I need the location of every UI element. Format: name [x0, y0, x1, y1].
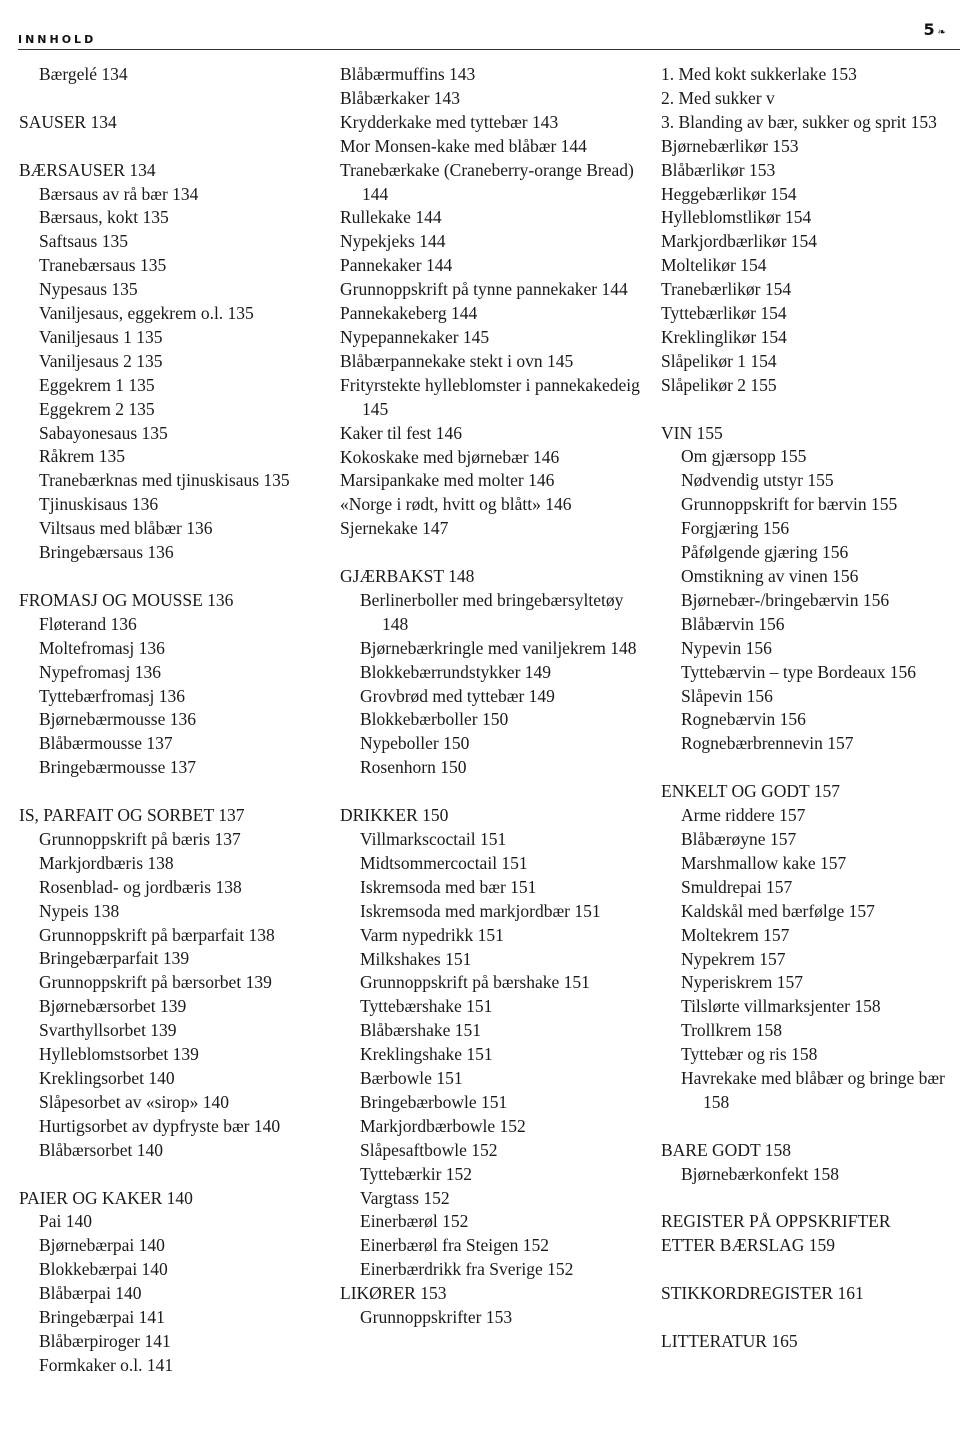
toc-entry: Pai 140 [39, 1211, 92, 1232]
toc-entry: Bjørnebærmousse 136 [39, 709, 197, 730]
toc-entry: Tranebærknas med tjinuskisaus 135 [39, 470, 290, 491]
toc-heading: SAUSER 134 [19, 111, 117, 132]
toc-entry: Iskremsoda med bær 151 [360, 876, 537, 897]
toc-entry: Rosenblad- og jordbæris 138 [39, 876, 242, 897]
toc-entry: Iskremsoda med markjordbær 151 [360, 900, 601, 921]
toc-entry: Viltsaus med blåbær 136 [39, 518, 213, 539]
toc-entry: Blokkebærpai 140 [39, 1259, 168, 1280]
toc-entry: Nypefromasj 136 [39, 661, 161, 682]
toc-entry: Slåpesaftbowle 152 [360, 1139, 498, 1160]
toc-heading: PAIER OG KAKER 140 [19, 1187, 193, 1208]
toc-entry: Villmarkscoctail 151 [360, 828, 507, 849]
toc-entry: Slåpesorbet av «sirop» 140 [39, 1091, 230, 1112]
toc-entry: Bjørnebærpai 140 [39, 1235, 165, 1256]
toc-entry: Hurtigsorbet av dypfryste bær 140 [39, 1115, 281, 1136]
toc-entry: Kreklingshake 151 [360, 1044, 493, 1065]
toc-entry: Grunnoppskrift på bærshake 151 [360, 972, 590, 993]
toc-entry: Påfølgende gjæring 156 [681, 542, 849, 563]
toc-entry: Bjørnebær-/bringebærvin 156 [681, 589, 890, 610]
toc-entry: Tranebærlikør 154 [661, 279, 792, 300]
toc-entry: Einerbærøl 152 [360, 1211, 469, 1232]
toc-heading: BÆRSAUSER 134 [19, 159, 156, 180]
toc-section [661, 780, 960, 1115]
toc-entry: Berlinerboller med bringebærsyltetøy 148 [360, 589, 624, 634]
toc-entry: Slåpelikør 1 154 [661, 350, 777, 371]
toc-entry: Nypeis 138 [39, 900, 120, 921]
toc-section [661, 1139, 960, 1187]
toc-entry: Slåpevin 156 [681, 685, 773, 706]
toc-entry: Bringebærmousse 137 [39, 757, 197, 778]
section-label: INNHOLD [18, 33, 97, 46]
toc-heading: DRIKKER 150 [340, 805, 449, 826]
toc-entry: Tyttebærfromasj 136 [39, 685, 186, 706]
toc-entry: Rognebærvin 156 [681, 709, 806, 730]
toc-entry: Marshmallow kake 157 [681, 852, 847, 873]
toc-entry: Grunnoppskrift på tynne pannekaker 144 [340, 279, 628, 300]
toc-entry: Saftsaus 135 [39, 231, 128, 252]
toc-entry: Vaniljesaus 2 135 [39, 350, 163, 371]
toc-section [19, 804, 319, 1163]
toc-entry: Tyttebærvin – type Bordeaux 156 [681, 661, 916, 682]
toc-entry: Moltelikør 154 [661, 255, 767, 276]
toc-section [19, 111, 319, 135]
toc-entry: Eggekrem 1 135 [39, 374, 155, 395]
toc-section [661, 1282, 960, 1306]
toc-section [340, 1282, 640, 1330]
toc-entry: Grunnoppskrift for bærvin 155 [681, 494, 898, 515]
toc-entry: Blåbærpannekake stekt i ovn 145 [340, 350, 574, 371]
toc-entry: Blåbærøyne 157 [681, 828, 797, 849]
toc-entry: Tilslørte villmarksjenter 158 [681, 996, 881, 1017]
toc-entry: Blokkebærrundstykker 149 [360, 661, 552, 682]
toc-entry: Råkrem 135 [39, 446, 126, 467]
toc-entry: Bjørnebærkonfekt 158 [681, 1163, 839, 1184]
toc-section [19, 1187, 319, 1378]
toc-heading: VIN 155 [661, 422, 723, 443]
toc-section [340, 63, 640, 541]
toc-entry: Nyperiskrem 157 [681, 972, 803, 993]
toc-entry: 2. Med sukker v [661, 87, 775, 108]
toc-entry: Fløterand 136 [39, 613, 137, 634]
toc-heading: REGISTER PÅ OPPSKRIFTER ETTER BÆRSLAG 159 [661, 1211, 891, 1256]
toc-entry: Kreklinglikør 154 [661, 326, 787, 347]
page-number: 5 ❧ [923, 20, 946, 39]
toc-entry: Blåbærpiroger 141 [39, 1330, 171, 1351]
toc-entry: Nypevin 156 [681, 637, 772, 658]
toc-entry: Forgjæring 156 [681, 518, 790, 539]
toc-entry: Bringebærparfait 139 [39, 948, 190, 969]
toc-section [661, 1210, 960, 1258]
toc-entry: Tranebærkake (Craneberry-orange Bread) 144 [340, 159, 634, 204]
toc-entry: Tyttebærlikør 154 [661, 303, 787, 324]
toc-entry: Svarthyllsorbet 139 [39, 1020, 177, 1041]
toc-entry: Om gjærsopp 155 [681, 446, 807, 467]
toc-entry: Eggekrem 2 135 [39, 398, 155, 419]
toc-entry: Grunnoppskrifter 153 [360, 1307, 513, 1328]
toc-entry: Markjordbærlikør 154 [661, 231, 818, 252]
toc-entry: Blåbærmousse 137 [39, 733, 173, 754]
toc-entry: Hylleblomstlikør 154 [661, 207, 812, 228]
toc-entry: Rognebærbrennevin 157 [681, 733, 854, 754]
toc-section [340, 804, 640, 1282]
toc-entry: Bærsaus av rå bær 134 [39, 183, 199, 204]
toc-entry: Bringebærpai 141 [39, 1307, 165, 1328]
toc-entry: Blåbærkaker 143 [340, 87, 461, 108]
toc-heading: LIKØRER 153 [340, 1283, 447, 1304]
toc-entry: Grunnoppskrift på bærparfait 138 [39, 924, 275, 945]
toc-entry: 1. Med kokt sukkerlake 153 [661, 64, 857, 84]
toc-entry: Blåbærshake 151 [360, 1020, 482, 1041]
toc-entry: Blåbærlikør 153 [661, 159, 776, 180]
toc-entry: Blåbærsorbet 140 [39, 1139, 163, 1160]
toc-entry: «Norge i rødt, hvitt og blått» 146 [340, 494, 572, 515]
toc-entry: Formkaker o.l. 141 [39, 1354, 174, 1375]
toc-entry: Pannekaker 144 [340, 255, 453, 276]
toc-section [661, 422, 960, 757]
toc-entry: Grunnoppskrift på bæris 137 [39, 828, 241, 849]
toc-entry: Blåbærvin 156 [681, 613, 785, 634]
toc-section [19, 159, 319, 565]
toc-entry: Kokoskake med bjørnebær 146 [340, 446, 560, 467]
toc-entry: Trollkrem 158 [681, 1020, 782, 1041]
toc-entry: Nypesaus 135 [39, 279, 138, 300]
toc-entry: Tyttebærshake 151 [360, 996, 493, 1017]
toc-entry: Omstikning av vinen 156 [681, 566, 859, 587]
toc-entry: Einerbærøl fra Steigen 152 [360, 1235, 550, 1256]
toc-entry: Bærsaus, kokt 135 [39, 207, 169, 228]
toc-entry: Bjørnebærkringle med vaniljekrem 148 [360, 637, 637, 658]
toc-entry: Tranebærsaus 135 [39, 255, 167, 276]
toc-entry: Markjordbæris 138 [39, 852, 174, 873]
toc-entry: Midtsommercoctail 151 [360, 852, 528, 873]
toc-entry: Kaker til fest 146 [340, 422, 462, 443]
toc-entry: Pannekakeberg 144 [340, 303, 478, 324]
toc-entry: Hylleblomstsorbet 139 [39, 1044, 199, 1065]
toc-entry: Bringebærsaus 136 [39, 542, 174, 563]
toc-entry: Bringebærbowle 151 [360, 1091, 508, 1112]
toc-entry: Einerbærdrikk fra Sverige 152 [360, 1259, 574, 1280]
toc-entry: Vaniljesaus, eggekrem o.l. 135 [39, 303, 254, 324]
toc-entry: Arme riddere 157 [681, 805, 806, 826]
toc-entry: Moltefromasj 136 [39, 637, 165, 658]
toc-section [661, 63, 960, 398]
toc-entry: Bjørnebærsorbet 139 [39, 996, 187, 1017]
toc-entry: Nypepannekaker 145 [340, 326, 490, 347]
toc-heading: IS, PARFAIT OG SORBET 137 [19, 805, 245, 826]
toc-entry: Rullekake 144 [340, 207, 442, 228]
toc-entry: Nypeboller 150 [360, 733, 470, 754]
toc-entry: Blåbærmuffins 143 [340, 64, 476, 84]
toc-section [661, 1330, 960, 1354]
toc-heading: BARE GODT 158 [661, 1139, 791, 1160]
toc-entry: Krydderkake med tyttebær 143 [340, 111, 559, 132]
toc-entry: Milkshakes 151 [360, 948, 472, 969]
toc-entry: Nypekrem 157 [681, 948, 786, 969]
toc-entry: Sabayonesaus 135 [39, 422, 168, 443]
toc-entry: Varm nypedrikk 151 [360, 924, 504, 945]
toc-entry: Vaniljesaus 1 135 [39, 326, 163, 347]
toc-column-3 [661, 63, 960, 1354]
ornament-icon: ❧ [937, 27, 946, 38]
toc-entry: Kreklingsorbet 140 [39, 1068, 175, 1088]
toc-entry: Bjørnebærlikør 153 [661, 135, 799, 156]
toc-heading: LITTERATUR 165 [661, 1330, 798, 1351]
toc-column-2 [340, 63, 640, 1330]
toc-entry: Nypekjeks 144 [340, 231, 446, 252]
toc-heading: STIKKORDREGISTER 161 [661, 1283, 864, 1304]
toc-entry: Tyttebær og ris 158 [681, 1044, 818, 1065]
toc-entry: Smuldrepai 157 [681, 876, 793, 897]
toc-entry: Slåpelikør 2 155 [661, 374, 777, 395]
toc-entry: Rosenhorn 150 [360, 757, 467, 778]
toc-entry: Grovbrød med tyttebær 149 [360, 685, 555, 706]
toc-entry: Heggebærlikør 154 [661, 183, 797, 204]
toc-entry: Mor Monsen-kake med blåbær 144 [340, 135, 587, 156]
toc-entry: Bærgelé 134 [39, 64, 128, 84]
toc-heading: FROMASJ OG MOUSSE 136 [19, 589, 234, 610]
toc-entry: Tjinuskisaus 136 [39, 494, 159, 515]
toc-entry: Havrekake med blåbær og bringe bær 158 [681, 1068, 945, 1112]
toc-section [340, 565, 640, 780]
toc-entry: Markjordbærbowle 152 [360, 1115, 526, 1136]
toc-entry: Moltekrem 157 [681, 924, 790, 945]
toc-entry: Marsipankake med molter 146 [340, 470, 555, 491]
toc-entry: Blåbærpai 140 [39, 1283, 142, 1304]
toc-entry: Nødvendig utstyr 155 [681, 470, 834, 491]
toc-section [19, 589, 319, 780]
toc-section [19, 63, 319, 87]
header-rule [18, 49, 960, 50]
toc-heading: GJÆRBAKST 148 [340, 566, 475, 587]
toc-entry: Vargtass 152 [360, 1187, 450, 1208]
toc-entry: Blokkebærboller 150 [360, 709, 509, 730]
toc-entry: 3. Blanding av bær, sukker og sprit 153 [661, 111, 937, 132]
toc-column-1 [19, 63, 319, 1378]
toc-entry: Grunnoppskrift på bærsorbet 139 [39, 972, 272, 993]
toc-entry: Sjernekake 147 [340, 518, 449, 539]
toc-entry: Kaldskål med bærfølge 157 [681, 900, 875, 921]
toc-entry: Bærbowle 151 [360, 1068, 463, 1089]
toc-entry: Tyttebærkir 152 [360, 1163, 473, 1184]
toc-heading: ENKELT OG GODT 157 [661, 781, 841, 802]
toc-entry: Frityrstekte hylleblomster i pannekakedeig 145 [340, 374, 640, 419]
